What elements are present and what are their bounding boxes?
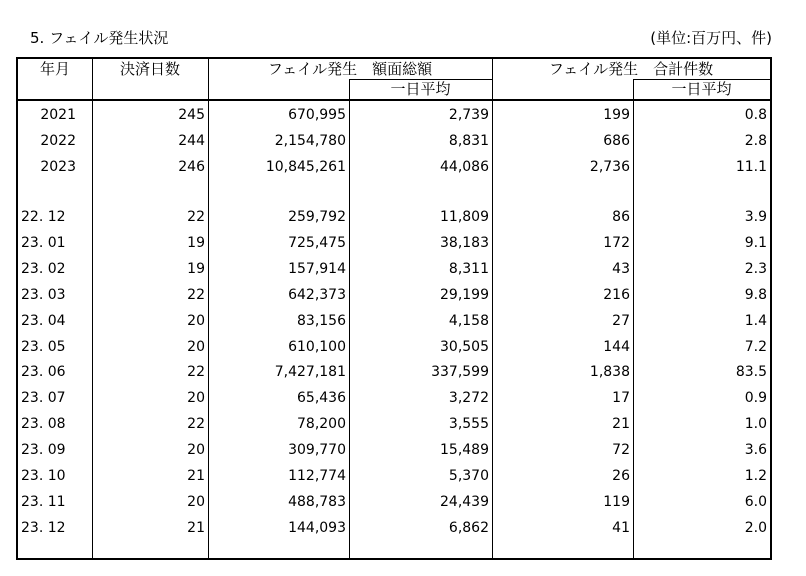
- cell-count: 43: [612, 260, 630, 277]
- cell-days: 22: [187, 364, 205, 381]
- cell-amount-avg: 8,311: [448, 260, 489, 277]
- cell-amount-avg: 4,158: [448, 312, 489, 329]
- cell-count-avg: 0.9: [744, 390, 767, 407]
- cell-count-avg: 2.0: [744, 519, 767, 536]
- table-row: [18, 205, 770, 230]
- cell-amount-avg: 29,199: [440, 286, 489, 303]
- cell-amount-avg: 24,439: [440, 493, 489, 510]
- cell-amount-avg: 44,086: [440, 158, 489, 175]
- table-row: [18, 283, 770, 308]
- fail-table: [16, 57, 772, 560]
- cell-amount: 10,845,261: [265, 158, 346, 175]
- cell-count: 199: [603, 107, 630, 123]
- cell-count-avg: 3.9: [744, 209, 767, 225]
- cell-period: 23. 06: [21, 364, 66, 381]
- cell-period: 22. 12: [21, 209, 66, 225]
- cell-count-avg: 2.3: [744, 260, 767, 277]
- cell-count: 144: [603, 338, 630, 355]
- cell-amount-avg: 5,370: [448, 468, 489, 484]
- cell-days: 20: [187, 312, 205, 329]
- cell-days: 244: [178, 132, 205, 149]
- cell-amount: 78,200: [297, 416, 346, 433]
- cell-count-avg: 6.0: [744, 493, 767, 510]
- cell-count: 26: [612, 468, 630, 484]
- cell-amount: 65,436: [297, 390, 346, 407]
- cell-count-avg: 0.8: [744, 107, 767, 123]
- cell-days: 21: [187, 468, 205, 484]
- cell-amount: 642,373: [288, 286, 346, 303]
- cell-amount: 2,154,780: [274, 132, 346, 149]
- cell-period: 23. 05: [21, 338, 66, 355]
- header-fail-count: フェイル発生 合計件数: [548, 60, 714, 78]
- cell-count: 216: [603, 286, 630, 303]
- cell-count: 686: [603, 132, 630, 149]
- cell-count: 86: [612, 209, 630, 225]
- cell-count: 41: [612, 519, 630, 536]
- table-row: [18, 155, 770, 180]
- cell-days: 22: [187, 416, 205, 433]
- cell-amount-avg: 337,599: [431, 364, 489, 381]
- cell-amount-avg: 3,555: [448, 416, 489, 433]
- cell-count-avg: 11.1: [735, 158, 767, 175]
- cell-period: 2021: [40, 107, 76, 123]
- cell-days: 20: [187, 390, 205, 407]
- header-daily-avg-count: 一日平均: [671, 80, 732, 98]
- cell-days: 22: [187, 286, 205, 303]
- cell-period: 23. 07: [21, 390, 66, 407]
- cell-amount: 488,783: [288, 493, 346, 510]
- cell-count-avg: 1.0: [744, 416, 767, 433]
- cell-days: 245: [178, 107, 205, 123]
- cell-period: 23. 08: [21, 416, 66, 433]
- cell-count-avg: 2.8: [744, 132, 767, 149]
- cell-count: 72: [612, 442, 630, 459]
- cell-period: 23. 04: [21, 312, 66, 329]
- cell-amount: 83,156: [297, 312, 346, 329]
- cell-count-avg: 9.8: [744, 286, 767, 303]
- cell-count: 17: [612, 390, 630, 407]
- cell-amount-avg: 8,831: [448, 132, 489, 149]
- cell-days: 20: [187, 338, 205, 355]
- table-row: [18, 490, 770, 515]
- cell-amount: 112,774: [288, 468, 346, 484]
- header-daily-avg-amount: 一日平均: [390, 80, 451, 98]
- cell-period: 23. 02: [21, 260, 66, 277]
- cell-amount-avg: 6,862: [448, 519, 489, 536]
- table-row: [18, 231, 770, 256]
- cell-amount: 259,792: [288, 209, 346, 225]
- table-row: [18, 386, 770, 411]
- table-title: 5. フェイル発生状況: [30, 29, 169, 47]
- cell-amount: 309,770: [288, 442, 346, 459]
- cell-amount: 144,093: [288, 519, 346, 536]
- cell-period: 23. 10: [21, 468, 66, 484]
- cell-period: 2023: [40, 158, 76, 175]
- cell-amount-avg: 30,505: [440, 338, 489, 355]
- cell-count-avg: 7.2: [744, 338, 767, 355]
- table-row: [18, 438, 770, 463]
- cell-days: 20: [187, 442, 205, 459]
- cell-count-avg: 1.4: [744, 312, 767, 329]
- table-row: [18, 257, 770, 282]
- cell-amount: 7,427,181: [274, 364, 346, 381]
- header-year-month: 年月: [39, 60, 70, 78]
- cell-count-avg: 1.2: [744, 468, 767, 484]
- cell-count: 172: [603, 234, 630, 251]
- cell-amount-avg: 38,183: [440, 234, 489, 251]
- table-row: [18, 103, 770, 128]
- cell-amount: 610,100: [288, 338, 346, 355]
- table-row: [18, 129, 770, 154]
- cell-period: 23. 11: [21, 493, 66, 510]
- cell-count: 1,838: [589, 364, 630, 381]
- cell-period: 23. 12: [21, 519, 66, 536]
- header-fail-amount: フェイル発生 額面総額: [267, 60, 433, 78]
- cell-count: 27: [612, 312, 630, 329]
- cell-amount: 157,914: [288, 260, 346, 277]
- cell-days: 22: [187, 209, 205, 225]
- cell-period: 23. 01: [21, 234, 66, 251]
- cell-period: 2022: [40, 132, 76, 149]
- cell-amount: 725,475: [288, 234, 346, 251]
- table-row: [18, 309, 770, 334]
- table-row: [18, 335, 770, 360]
- cell-amount-avg: 3,272: [448, 390, 489, 407]
- table-row: [18, 412, 770, 437]
- cell-count: 119: [603, 493, 630, 510]
- cell-count-avg: 3.6: [744, 442, 767, 459]
- cell-amount-avg: 2,739: [448, 107, 489, 123]
- cell-amount-avg: 11,809: [440, 209, 489, 225]
- header-settlement-days: 決済日数: [119, 60, 180, 78]
- cell-amount: 670,995: [288, 107, 346, 123]
- cell-count: 2,736: [589, 158, 630, 175]
- table-row: [18, 464, 770, 489]
- unit-note: (単位:百万円、件): [650, 29, 772, 47]
- cell-days: 246: [178, 158, 205, 175]
- cell-days: 20: [187, 493, 205, 510]
- cell-period: 23. 09: [21, 442, 66, 459]
- cell-period: 23. 03: [21, 286, 66, 303]
- cell-days: 21: [187, 519, 205, 536]
- cell-count: 21: [612, 416, 630, 433]
- cell-amount-avg: 15,489: [440, 442, 489, 459]
- cell-count-avg: 9.1: [744, 234, 767, 251]
- table-row: [18, 516, 770, 541]
- cell-days: 19: [187, 234, 205, 251]
- cell-days: 19: [187, 260, 205, 277]
- cell-count-avg: 83.5: [735, 364, 767, 381]
- header-bottom-line: [18, 99, 770, 101]
- table-row: [18, 360, 770, 385]
